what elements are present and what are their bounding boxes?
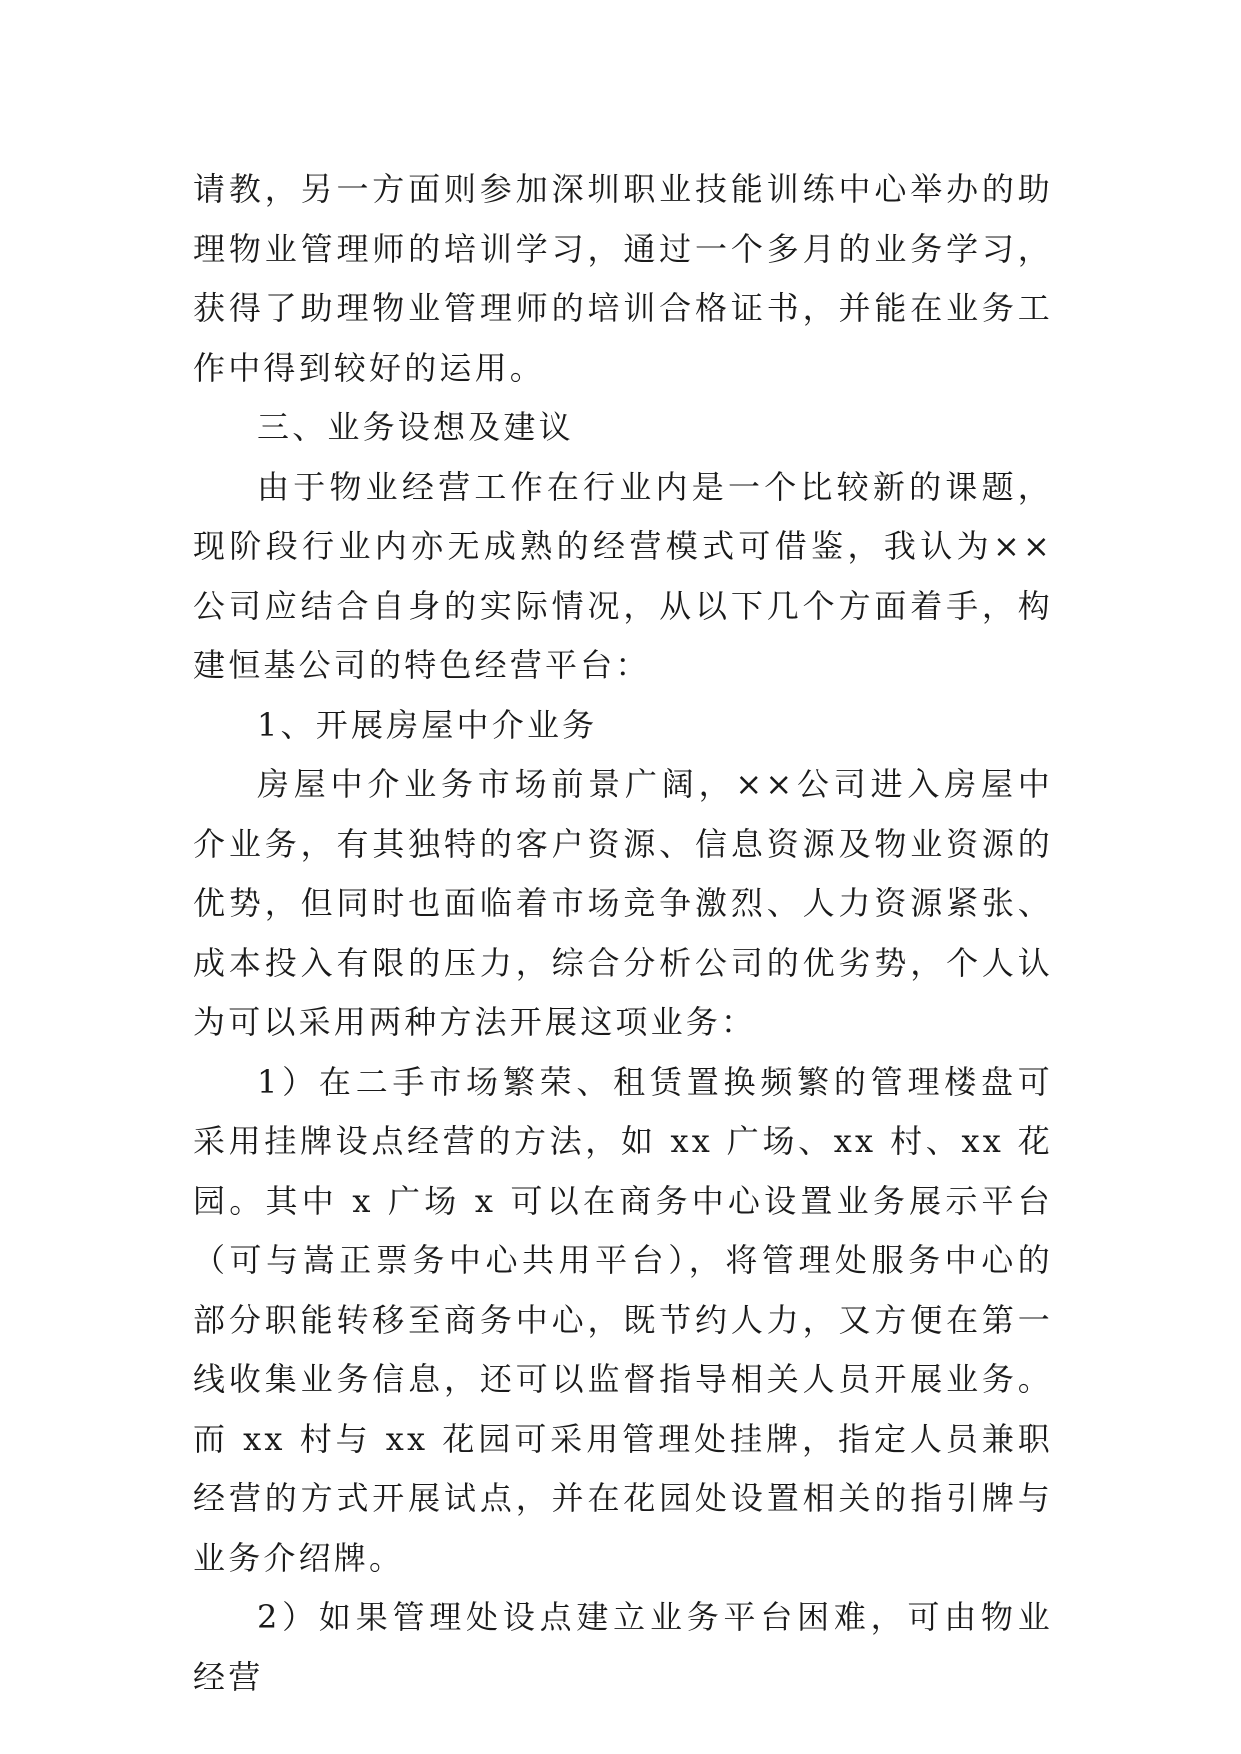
paragraph-continuation: 请教，另一方面则参加深圳职业技能训练中心举办的助理物业管理师的培训学习，通过一个多月的业务学习，获得了助理物业管理师的培训合格证书，并能在业务工作中得到较好的运用。 [193,170,1053,387]
paragraph-method-2: 2）如果管理处设点建立业务平台困难，可由物业经营 [193,1598,1053,1696]
section-heading-business-ideas: 三、业务设想及建议 [257,408,574,446]
document-body [193,160,1053,1707]
paragraph-intro: 由于物业经营工作在行业内是一个比较新的课题，现阶段行业内亦无成熟的经营模式可借鉴，我认为××公司应结合自身的实际情况，从以下几个方面着手，构建恒基公司的特色经营平台： [193,467,1053,684]
subheading-real-estate-agency: 1、开展房屋中介业务 [257,705,598,744]
paragraph-agency-analysis: 房屋中介业务市场前景广阔，××公司进入房屋中介业务，有其独特的客户资源、信息资源及物业资源的优势，但同时也面临着市场竞争激烈、人力资源紧张、成本投入有限的压力，综合分析公司的优劣势，个人认为可以采用两种方法开展这项业务： [193,765,1053,1041]
paragraph-method-1: 1）在二手市场繁荣、租赁置换频繁的管理楼盘可采用挂牌设点经营的方法，如 xx 广场、xx 村、xx 花园。其中 x 广场 x 可以在商务中心设置业务展示平台（可与嵩正票务中心共用平台），将管理处服务中心的部分职能转移至商务中心，既节约人力，又方便在第一线收集业务信息，还可以监督指导相关人员开展业务。而 xx 村与 xx 花园可采用管理处挂牌，指定人员兼职经营的方式开展试点，并在花园处设置相关的指引牌与业务介绍牌。 [193,1062,1053,1577]
